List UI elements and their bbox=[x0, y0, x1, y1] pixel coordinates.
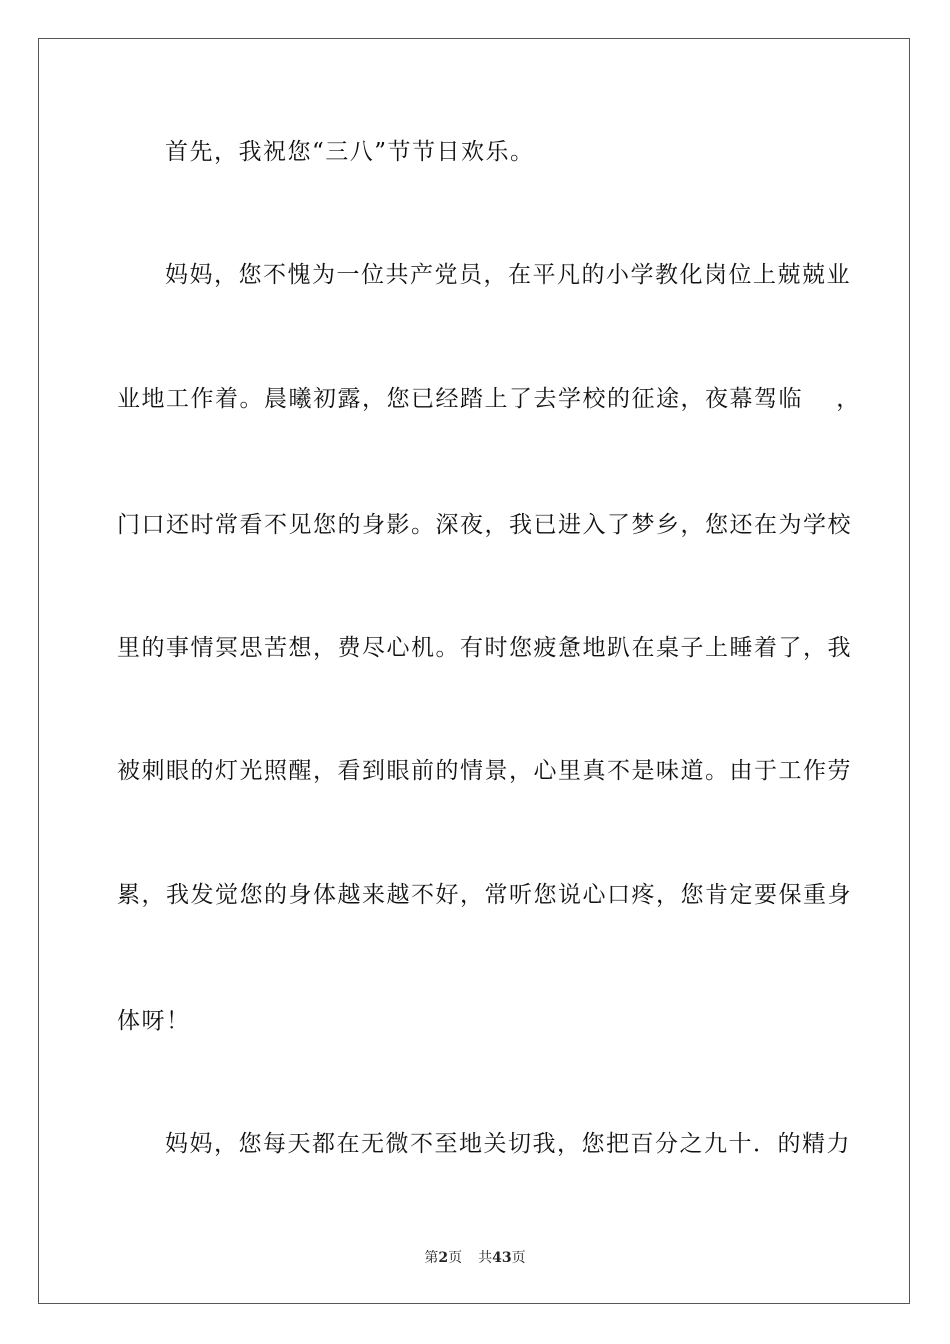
paragraph-line-7: 累，我发觉您的身体越来越不好，常听您说心口疼，您肯定要保重身 bbox=[117, 882, 852, 908]
footer-page-prefix: 第 bbox=[424, 1250, 439, 1266]
paragraph-line-4: 门口还时常看不见您的身影。深夜，我已进入了梦乡，您还在为学校 bbox=[117, 512, 852, 538]
page-footer bbox=[0, 1249, 950, 1267]
footer-page-number: 2 bbox=[438, 1250, 449, 1266]
paragraph-line-2: 妈妈，您不愧为一位共产党员，在平凡的小学教化岗位上兢兢业 bbox=[165, 262, 851, 288]
paragraph-line-5: 里的事情冥思苦想，费尽心机。有时您疲惫地趴在桌子上睡着了，我 bbox=[117, 635, 852, 661]
footer-total-pages: 43 bbox=[492, 1250, 512, 1266]
footer-total-prefix: 共 bbox=[478, 1250, 493, 1266]
paragraph-line-9: 妈妈，您每天都在无微不至地关切我，您把百分之九十．的精力 bbox=[165, 1131, 851, 1157]
paragraph-line-8: 体呀！ bbox=[117, 1008, 191, 1034]
page-border bbox=[38, 38, 910, 1304]
paragraph-line-6: 被刺眼的灯光照醒，看到眼前的情景，心里真不是味道。由于工作劳 bbox=[117, 758, 852, 784]
footer-total-suffix: 页 bbox=[511, 1250, 526, 1266]
paragraph-line-3: 业地工作着。晨曦初露，您已经踏上了去学校的征途，夜幕驾临 ， bbox=[117, 386, 861, 412]
footer-page-suffix: 页 bbox=[448, 1250, 463, 1266]
paragraph-line-1: 首先，我祝您“三八”节节日欢乐。 bbox=[165, 139, 535, 165]
